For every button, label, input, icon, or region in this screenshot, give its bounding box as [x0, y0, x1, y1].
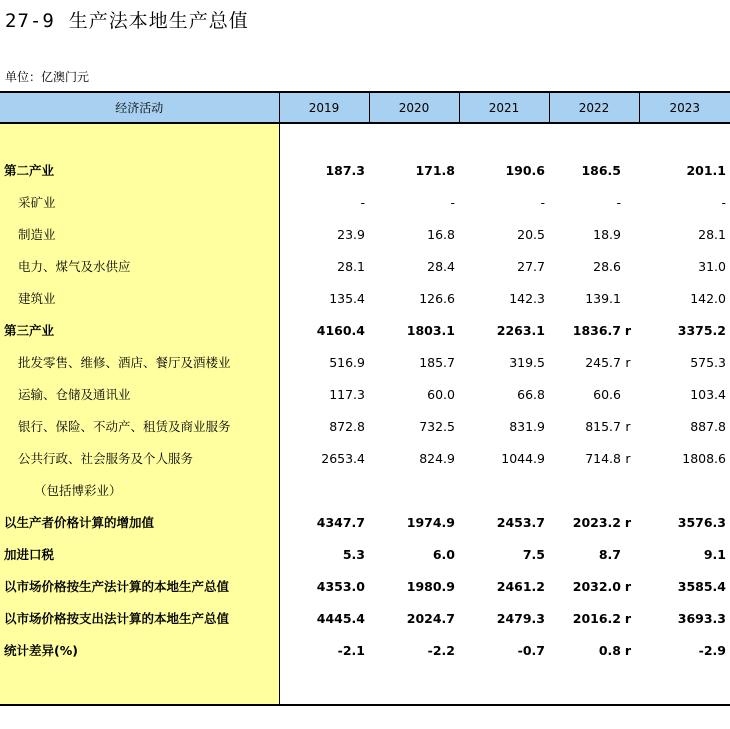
- cell-value: 28.4: [427, 258, 455, 274]
- value-cell: [639, 186, 730, 218]
- spacer-row: [0, 123, 730, 154]
- cell-value: 1808.6: [682, 450, 726, 466]
- page-title: [5, 6, 249, 33]
- cell-value: 187.3: [325, 162, 365, 178]
- value-cell: [549, 506, 639, 538]
- row-label: 以市场价格按支出法计算的本地生产总值: [0, 602, 279, 634]
- value-cell: [279, 282, 369, 314]
- cell-value: 28.6: [593, 258, 621, 274]
- row-label: 银行、保险、不动产、租赁及商业服务: [0, 410, 279, 442]
- table-row: [0, 474, 730, 506]
- spacer-row: [0, 666, 730, 705]
- cell-value: 1803.1: [406, 322, 455, 338]
- cell-value: 732.5: [419, 418, 455, 434]
- value-cell: [549, 186, 639, 218]
- cell-value: 103.4: [690, 386, 726, 402]
- value-cell: [639, 442, 730, 474]
- value-cell: [279, 410, 369, 442]
- row-label: 以生产者价格计算的增加值: [0, 506, 279, 538]
- cell-value: 3585.4: [677, 578, 726, 594]
- cell-value: 135.4: [329, 290, 365, 306]
- table-row: [0, 602, 730, 634]
- cell-value: 23.9: [337, 226, 365, 242]
- value-cell: [369, 123, 459, 154]
- value-cell: [369, 442, 459, 474]
- table-row: [0, 634, 730, 666]
- cell-value: -2.9: [698, 642, 726, 658]
- cell-value: 2461.2: [496, 578, 545, 594]
- cell-value: 16.8: [427, 226, 455, 242]
- cell-value: 872.8: [329, 418, 365, 434]
- table-row: [0, 218, 730, 250]
- cell-value: -0.7: [517, 642, 545, 658]
- cell-value: 3693.3: [677, 610, 726, 626]
- value-cell: [639, 346, 730, 378]
- value-cell: [639, 378, 730, 410]
- cell-value: 4347.7: [316, 514, 365, 530]
- cell-value: 8.7: [598, 546, 621, 562]
- cell-value: -: [616, 194, 621, 210]
- cell-value: 28.1: [337, 258, 365, 274]
- table-row: [0, 506, 730, 538]
- cell-value: 2024.7: [406, 610, 455, 626]
- value-cell: [639, 634, 730, 666]
- row-label: 公共行政、社会服务及个人服务: [0, 442, 279, 474]
- cell-value: 887.8: [690, 418, 726, 434]
- table-row: [0, 570, 730, 602]
- value-cell: [549, 634, 639, 666]
- row-label: 运输、仓储及通讯业: [0, 378, 279, 410]
- cell-value: 66.8: [517, 386, 545, 402]
- cell-value: 60.0: [427, 386, 455, 402]
- cell-value: 4353.0: [316, 578, 365, 594]
- value-cell: [459, 123, 549, 154]
- value-cell: [639, 506, 730, 538]
- row-label: 制造业: [0, 218, 279, 250]
- cell-value: 20.5: [517, 226, 545, 242]
- value-cell: [639, 474, 730, 506]
- cell-value: 18.9: [593, 226, 621, 242]
- table-row: [0, 378, 730, 410]
- cell-value: 27.7: [517, 258, 545, 274]
- revised-flag: r: [624, 610, 632, 626]
- value-cell: [639, 282, 730, 314]
- table-row: [0, 314, 730, 346]
- value-cell: [369, 218, 459, 250]
- value-cell: [279, 123, 369, 154]
- cell-value: -: [721, 194, 726, 210]
- cell-value: 142.3: [509, 290, 545, 306]
- value-cell: [369, 410, 459, 442]
- value-cell: [639, 314, 730, 346]
- value-cell: [369, 186, 459, 218]
- value-cell: [549, 218, 639, 250]
- table-row: [0, 282, 730, 314]
- row-label: 电力、煤气及水供应: [0, 250, 279, 282]
- cell-value: 2032.0: [572, 578, 621, 594]
- cell-value: 516.9: [329, 354, 365, 370]
- row-label: 第三产业: [0, 314, 279, 346]
- value-cell: [459, 186, 549, 218]
- row-label: 采矿业: [0, 186, 279, 218]
- value-cell: [369, 378, 459, 410]
- table-row: [0, 442, 730, 474]
- label-cell: [0, 123, 279, 154]
- value-cell: [369, 602, 459, 634]
- value-cell: [639, 410, 730, 442]
- value-cell: [549, 123, 639, 154]
- table-body: [0, 123, 730, 705]
- cell-value: 2023.2: [572, 514, 621, 530]
- revised-flag: r: [624, 578, 632, 594]
- row-label: （包括博彩业）: [0, 474, 279, 506]
- value-cell: [549, 154, 639, 186]
- value-cell: [459, 282, 549, 314]
- cell-value: 575.3: [690, 354, 726, 370]
- revised-flag: r: [625, 418, 631, 434]
- value-cell: [369, 474, 459, 506]
- cell-value: 185.7: [419, 354, 455, 370]
- value-cell: [459, 506, 549, 538]
- row-label: 建筑业: [0, 282, 279, 314]
- cell-value: 171.8: [415, 162, 455, 178]
- value-cell: [369, 570, 459, 602]
- value-cell: [549, 282, 639, 314]
- cell-value: 6.0: [432, 546, 455, 562]
- unit-label: 单位：亿澳门元: [5, 70, 90, 84]
- value-cell: [369, 314, 459, 346]
- cell-value: 319.5: [509, 354, 545, 370]
- value-cell: [459, 570, 549, 602]
- cell-value: 824.9: [419, 450, 455, 466]
- value-cell: [639, 218, 730, 250]
- value-cell: [549, 378, 639, 410]
- cell-value: -: [450, 194, 455, 210]
- value-cell: [279, 250, 369, 282]
- value-cell: [549, 250, 639, 282]
- value-cell: [279, 378, 369, 410]
- cell-value: 2479.3: [496, 610, 545, 626]
- cell-value: 1044.9: [501, 450, 545, 466]
- value-cell: [639, 250, 730, 282]
- value-cell: [459, 634, 549, 666]
- cell-value: 28.1: [698, 226, 726, 242]
- cell-value: 2263.1: [496, 322, 545, 338]
- value-cell: [369, 282, 459, 314]
- cell-value: 5.3: [342, 546, 365, 562]
- value-cell: [279, 442, 369, 474]
- value-cell: [279, 314, 369, 346]
- row-label: 第二产业: [0, 154, 279, 186]
- cell-value: 2453.7: [496, 514, 545, 530]
- cell-value: 714.8: [585, 450, 621, 466]
- value-cell: [279, 346, 369, 378]
- revised-flag: r: [624, 642, 632, 658]
- cell-value: -2.2: [427, 642, 455, 658]
- column-header-year: 2020: [369, 92, 459, 123]
- cell-value: 142.0: [690, 290, 726, 306]
- cell-value: 9.1: [703, 546, 726, 562]
- revised-flag: r: [624, 322, 632, 338]
- table-row: [0, 346, 730, 378]
- column-header-year: 2019: [279, 92, 369, 123]
- value-cell: [279, 506, 369, 538]
- gdp-table: [0, 91, 730, 706]
- value-cell: [369, 154, 459, 186]
- cell-value: 1836.7: [572, 322, 621, 338]
- cell-value: 139.1: [585, 290, 621, 306]
- cell-value: 31.0: [698, 258, 726, 274]
- value-cell: [639, 154, 730, 186]
- value-cell: [369, 346, 459, 378]
- cell-value: 186.5: [581, 162, 621, 178]
- value-cell: [639, 570, 730, 602]
- cell-value: 7.5: [522, 546, 545, 562]
- value-cell: [459, 154, 549, 186]
- cell-value: 117.3: [329, 386, 365, 402]
- value-cell: [279, 186, 369, 218]
- value-cell: [639, 666, 730, 705]
- column-header-year: 2022: [549, 92, 639, 123]
- value-cell: [279, 634, 369, 666]
- value-cell: [459, 410, 549, 442]
- table-row: [0, 186, 730, 218]
- cell-value: 4160.4: [316, 322, 365, 338]
- value-cell: [459, 442, 549, 474]
- value-cell: [639, 602, 730, 634]
- value-cell: [459, 602, 549, 634]
- row-label: 批发零售、维修、酒店、餐厅及酒楼业: [0, 346, 279, 378]
- value-cell: [369, 250, 459, 282]
- value-cell: [639, 538, 730, 570]
- value-cell: [459, 538, 549, 570]
- value-cell: [549, 474, 639, 506]
- value-cell: [459, 378, 549, 410]
- value-cell: [459, 346, 549, 378]
- cell-value: 2653.4: [321, 450, 365, 466]
- table-header-row: [0, 92, 730, 123]
- value-cell: [459, 218, 549, 250]
- cell-value: 190.6: [505, 162, 545, 178]
- label-cell: [0, 666, 279, 705]
- value-cell: [369, 506, 459, 538]
- cell-value: -2.1: [337, 642, 365, 658]
- row-label: 以市场价格按生产法计算的本地生产总值: [0, 570, 279, 602]
- table-title: 生产法本地生产总值: [68, 10, 249, 32]
- table-row: [0, 154, 730, 186]
- cell-value: 831.9: [509, 418, 545, 434]
- value-cell: [549, 666, 639, 705]
- value-cell: [369, 666, 459, 705]
- value-cell: [369, 538, 459, 570]
- cell-value: -: [540, 194, 545, 210]
- cell-value: 126.6: [419, 290, 455, 306]
- value-cell: [549, 442, 639, 474]
- cell-value: -: [360, 194, 365, 210]
- value-cell: [549, 346, 639, 378]
- value-cell: [279, 218, 369, 250]
- revised-flag: r: [625, 354, 631, 370]
- value-cell: [639, 123, 730, 154]
- value-cell: [549, 570, 639, 602]
- column-header-year: 2023: [639, 92, 730, 123]
- cell-value: 2016.2: [572, 610, 621, 626]
- value-cell: [459, 250, 549, 282]
- table-row: [0, 538, 730, 570]
- value-cell: [279, 602, 369, 634]
- value-cell: [279, 666, 369, 705]
- cell-value: 60.6: [593, 386, 621, 402]
- cell-value: 1980.9: [406, 578, 455, 594]
- cell-value: 0.8: [598, 642, 621, 658]
- row-label: 加进口税: [0, 538, 279, 570]
- value-cell: [279, 474, 369, 506]
- column-header-year: 2021: [459, 92, 549, 123]
- cell-value: 201.1: [686, 162, 726, 178]
- value-cell: [459, 666, 549, 705]
- cell-value: 815.7: [585, 418, 621, 434]
- cell-value: 3375.2: [677, 322, 726, 338]
- column-header-activity: 经济活动: [0, 92, 279, 123]
- value-cell: [459, 314, 549, 346]
- cell-value: 3576.3: [677, 514, 726, 530]
- value-cell: [279, 570, 369, 602]
- value-cell: [459, 474, 549, 506]
- value-cell: [279, 538, 369, 570]
- value-cell: [369, 634, 459, 666]
- table-number: 27-9: [5, 10, 55, 32]
- value-cell: [549, 538, 639, 570]
- revised-flag: r: [624, 514, 632, 530]
- revised-flag: r: [625, 450, 631, 466]
- value-cell: [279, 154, 369, 186]
- value-cell: [549, 314, 639, 346]
- table-row: [0, 250, 730, 282]
- cell-value: 4445.4: [316, 610, 365, 626]
- value-cell: [549, 410, 639, 442]
- row-label: 统计差异(%): [0, 634, 279, 666]
- value-cell: [549, 602, 639, 634]
- cell-value: 1974.9: [406, 514, 455, 530]
- cell-value: 245.7: [585, 354, 621, 370]
- table-row: [0, 410, 730, 442]
